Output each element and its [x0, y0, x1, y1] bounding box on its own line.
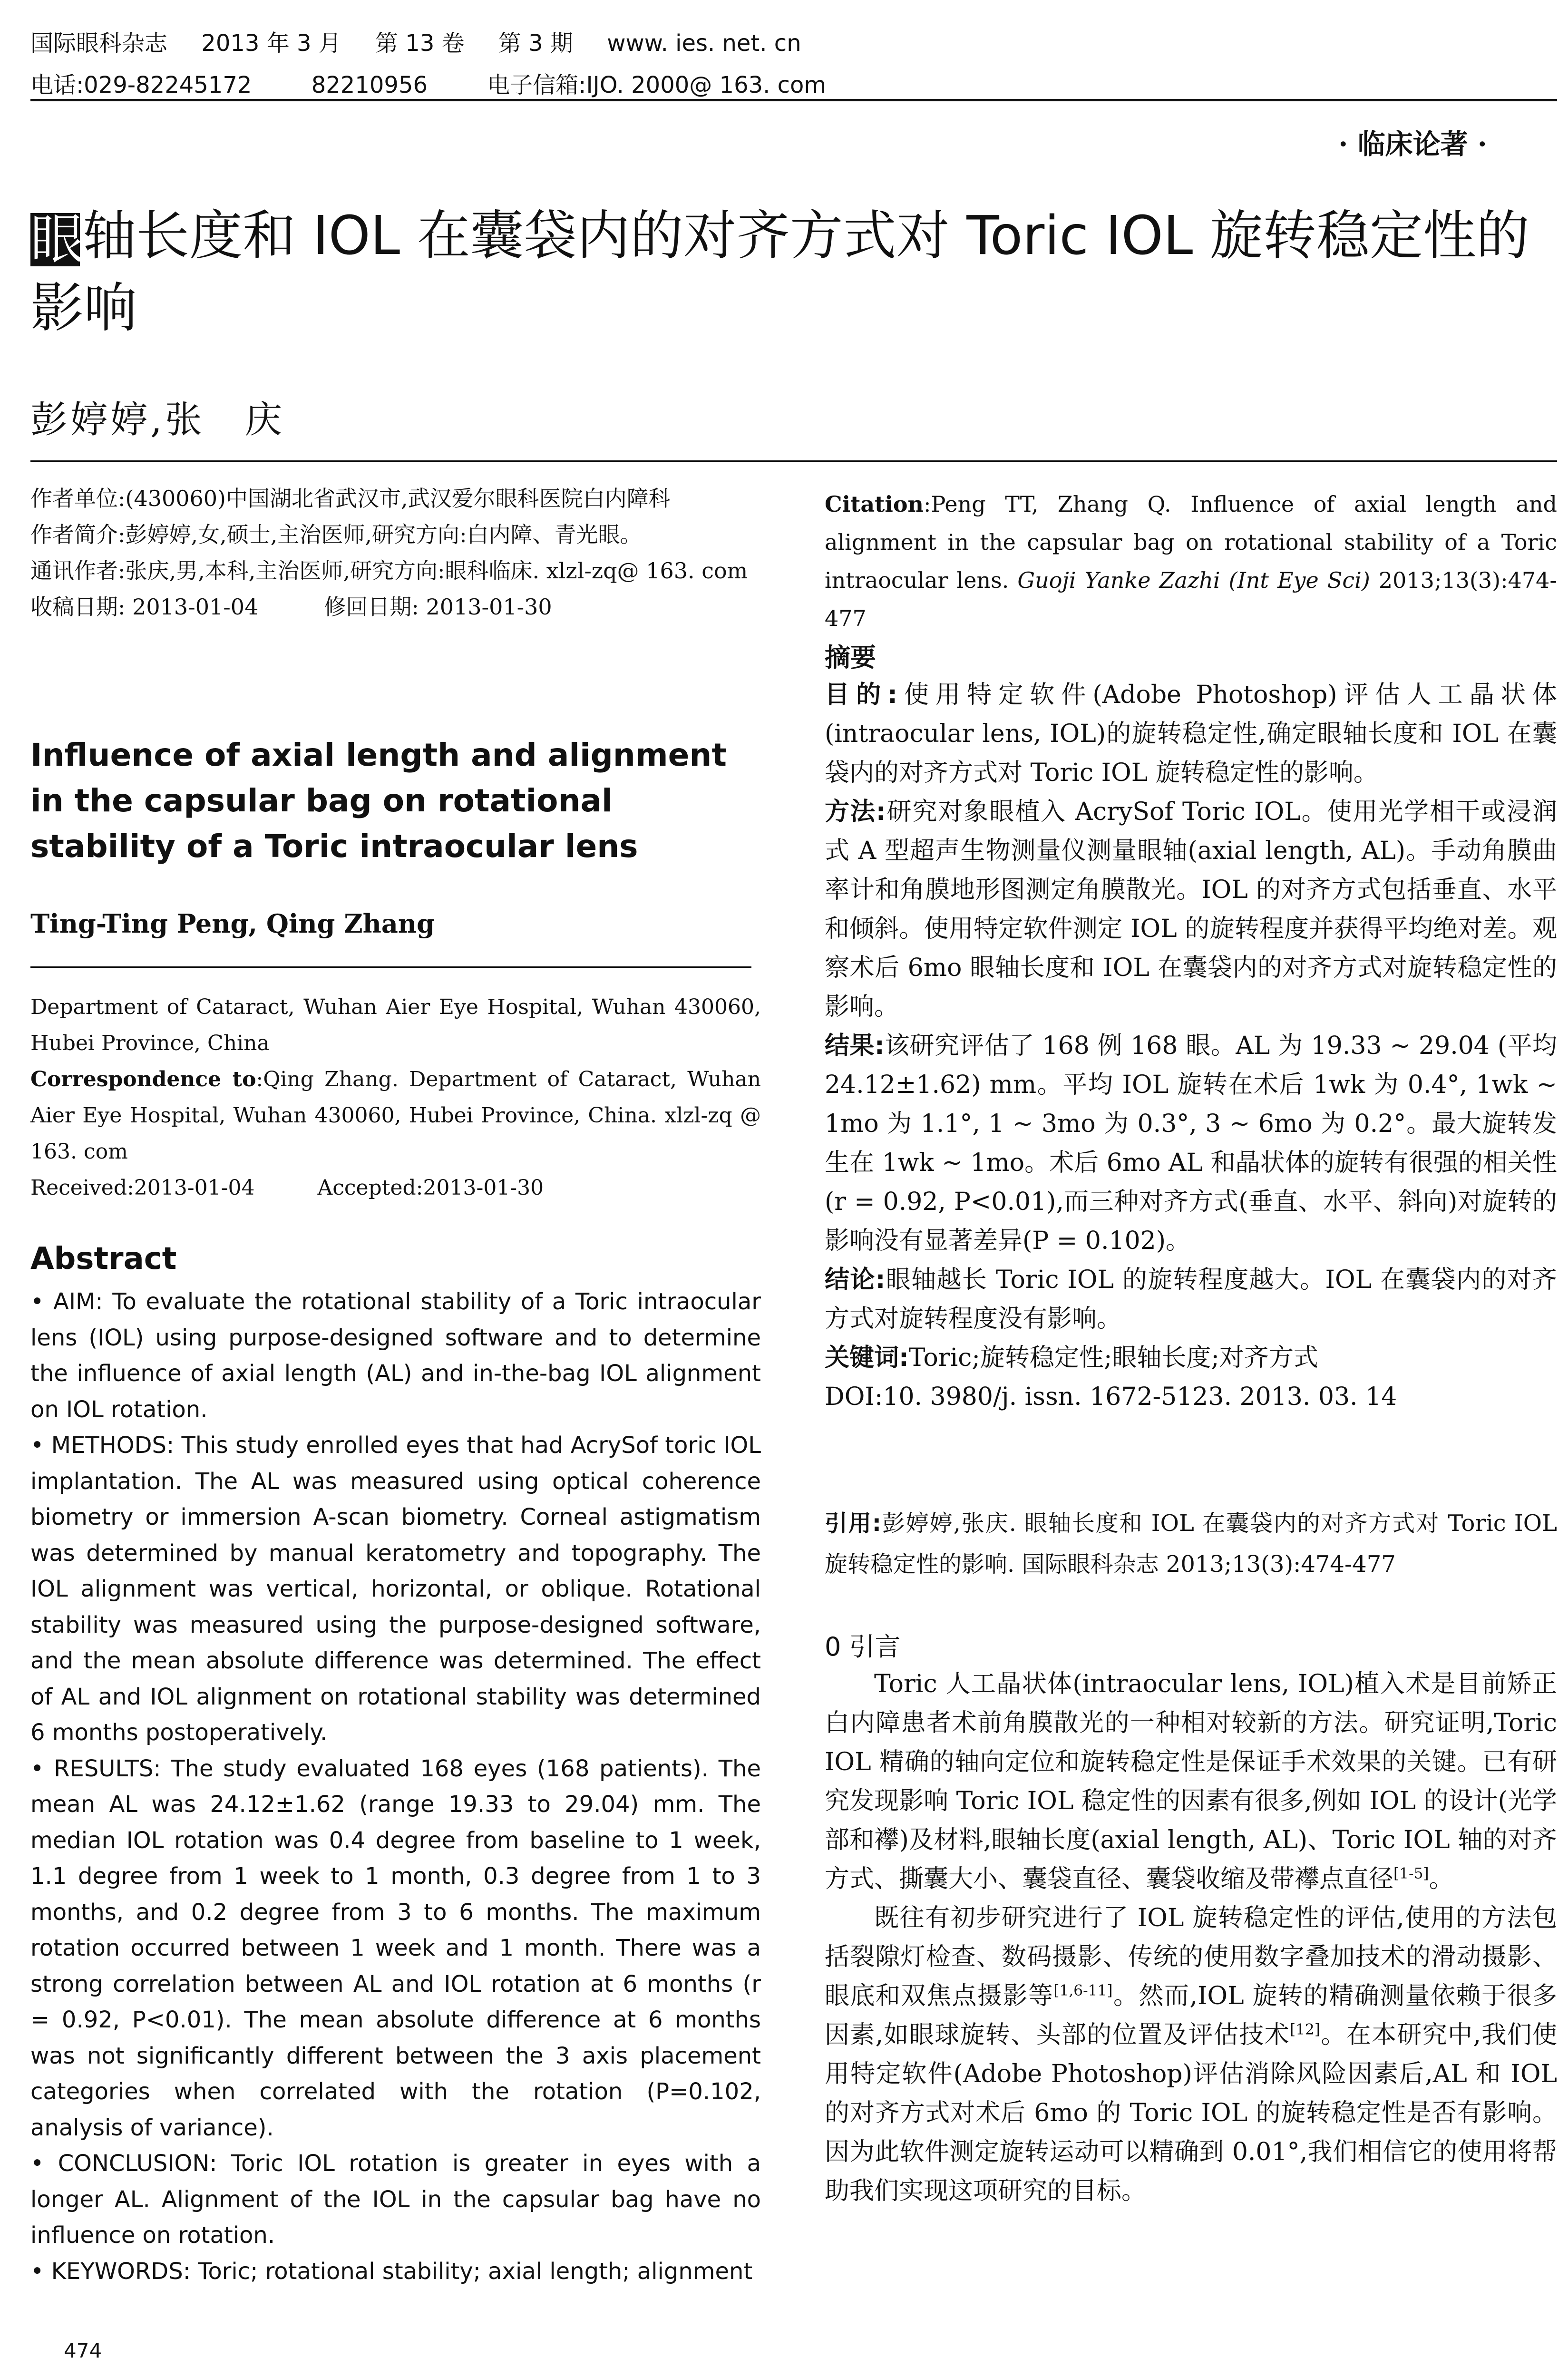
cn-results-label: 结果:: [825, 1032, 885, 1060]
title-text: 轴长度和 IOL 在囊袋内的对齐方式对 Toric IOL 旋转稳定性的影响: [30, 205, 1529, 339]
intro-p2-text: 既往有初步研究进行了 IOL 旋转稳定性的评估,使用的方法包括裂隙灯检查、数码摄影、传统的使用数字叠加技术的滑动摄影、眼底和双焦点摄影等: [825, 1904, 1557, 2010]
abstract-body: [30, 1284, 761, 2289]
cn-abstract-keywords: [825, 1338, 1557, 1377]
reference: [1,6-11]: [1053, 1982, 1113, 1999]
section-label: · 临床论著 ·: [1338, 128, 1487, 160]
cn-keywords-label: 关键词:: [825, 1344, 909, 1372]
abstract-heading: Abstract: [30, 1241, 177, 1276]
cn-abstract-aim: [825, 675, 1557, 792]
correspondence-label: Correspondence to: [30, 1067, 256, 1091]
cn-abstract-heading: 摘要: [825, 643, 876, 672]
left-rule: [30, 966, 751, 968]
page-number: 474: [64, 2339, 102, 2362]
introduction: [825, 1665, 1557, 2211]
department: Department of Cataract, Wuhan Aier Eye Hospital, Wuhan 430060, Hubei Province, China: [30, 995, 761, 1055]
doi: DOI:10. 3980/j. issn. 1672-5123. 2013. 03. 14: [825, 1383, 1397, 1411]
intro-p2-mid: 。然而,IOL 旋转的精确测量依赖于很多因素,如眼球旋转、头部的位置及评估技术: [825, 1982, 1557, 2049]
cn-citation-label: 引用:: [825, 1510, 882, 1537]
correspondence: [30, 1062, 761, 1170]
cn-keywords-text: Toric;旋转稳定性;眼轴长度;对齐方式: [908, 1344, 1318, 1372]
abstract-keywords: • KEYWORDS: Toric; rotational stability; axial length; alignment: [30, 2258, 753, 2285]
citation-text: :Peng TT, Zhang Q. Influence of axial length and alignment in the capsular bag on rotational stability of a Toric intraocular lens.: [825, 491, 1557, 593]
abstract-conclusion: • CONCLUSION: Toric IOL rotation is greater in eyes with a longer AL. Alignment of the IOL in the capsular bag have no influence on rotation.: [30, 2150, 761, 2249]
english-title: Influence of axial length and alignment in the capsular bag on rotational stability of a Toric intraocular lens: [30, 737, 727, 865]
issue-date: 2013 年 3 月: [201, 30, 341, 57]
cn-abstract-conclusion: [825, 1260, 1557, 1338]
cn-conclusion-text: 眼轴越长 Toric IOL 的旋转程度越大。IOL 在囊袋内的对齐方式对旋转程度没有影响。: [825, 1266, 1558, 1333]
phone-2: 82210956: [311, 72, 428, 98]
abstract-methods: • METHODS: This study enrolled eyes that had AcrySof toric IOL implantation. The AL was measured using optical coherence biometry or immersion A-scan biometry. Corneal astigmatism was determined by manual keratometry and topography. The IOL alignment was vertical, horizontal, or oblique. Rotational stability was measured using the purpose-designed software, and the mean absolute difference was determined. The effect of AL and IOL alignment on rotational stability was determined 6 months postoperatively.: [30, 1432, 761, 1746]
volume: 第 13 卷: [375, 30, 465, 57]
intro-paragraph-2: [825, 1899, 1557, 2211]
correspondence-text: :Qing Zhang. Department of Cataract, Wuhan Aier Eye Hospital, Wuhan 430060, Hubei Province, China. xlzl-zq @ 163. com: [30, 1067, 761, 1164]
received-accepted: Received:2013-01-04 Accepted:2013-01-30: [30, 1176, 544, 1200]
author-bio: 作者简介:彭婷婷,女,硕士,主治医师,研究方向:白内障、青光眼。: [30, 522, 642, 547]
intro-p2-end: 。在本研究中,我们使用特定软件(Adobe Photoshop)评估消除风险因素后,AL 和 IOL 的对齐方式对术后 6mo 的 Toric IOL 的旋转稳定性是否有影响。因为此软件测定旋转运动可以精确到 0.01°,我们相信它的使用将帮助我们实现这项研究的目标。: [825, 2021, 1558, 2205]
english-affiliation: [30, 989, 761, 1206]
journal-name: 国际眼科杂志: [30, 30, 168, 57]
cn-aim-label: 目的:: [825, 681, 897, 709]
citation-journal: Guoji Yanke Zazhi (Int Eye Sci): [1017, 567, 1370, 593]
journal-header-line1: [30, 25, 828, 58]
cn-results-text: 该研究评估了 168 例 168 眼。AL 为 19.33 ~ 29.04 (平均 24.12±1.62) mm。平均 IOL 旋转在术后 1wk 为 0.4°, 1wk ~ 1mo 为 1.1°, 1 ~ 3mo 为 0.3°, 3 ~ 6mo 为 0.2°。最大旋转发生在 1wk ~ 1mo。术后 6mo AL 和晶状体的旋转有很强的相关性(r = 0.92, P<0.01),而三种对齐方式(垂直、水平、斜向)对旋转的影响没有显著差异(P = 0.102)。: [825, 1032, 1557, 1255]
journal-header-line2: [30, 67, 878, 99]
intro-p1-text: Toric 人工晶状体(intraocular lens, IOL)植入术是目前矫正白内障患者术前角膜散光的一种相对较新的方法。研究证明,Toric IOL 精确的轴向定位和旋转稳定性是保证手术效果的关键。已有研究发现影响 Toric IOL 稳定性的因素有很多,例如 IOL 的设计(光学部和襻)及材料,眼轴长度(axial length, AL)、Toric IOL 轴的对齐方式、撕囊大小、囊袋直径、囊袋收缩及带襻点直径: [825, 1670, 1557, 1893]
title-rule: [30, 460, 1557, 462]
cn-methods-label: 方法:: [825, 798, 886, 826]
cn-conclusion-label: 结论:: [825, 1266, 886, 1294]
intro-heading: 0 引言: [825, 1632, 901, 1662]
intro-paragraph-1: [825, 1665, 1557, 1899]
cn-abstract: [825, 675, 1557, 1416]
intro-p1-end: 。: [1429, 1865, 1454, 1893]
citation: [825, 485, 1557, 637]
cn-abstract-methods: [825, 792, 1557, 1026]
author-affiliation: 作者单位:(430060)中国湖北省武汉市,武汉爱尔眼科医院白内障科: [30, 486, 671, 511]
issue-number: 第 3 期: [498, 30, 573, 57]
cn-aim-text: 使用特定软件(Adobe Photoshop)评估人工晶状体(intraocular lens, IOL)的旋转稳定性,确定眼轴长度和 IOL 在囊袋内的对齐方式对 Toric IOL 旋转稳定性的影响。: [825, 681, 1557, 787]
cn-citation: [825, 1503, 1557, 1585]
cn-citation-text: 彭婷婷,张庆. 眼轴长度和 IOL 在囊袋内的对齐方式对 Toric IOL 旋转稳定性的影响. 国际眼科杂志 2013;13(3):474-477: [825, 1510, 1557, 1578]
phone: 电话:029-82245172: [30, 72, 252, 98]
abstract-aim: • AIM: To evaluate the rotational stability of a Toric intraocular lens (IOL) using purpose-designed software and to determine the influence of axial length (AL) and in-the-bag IOL alignment on IOL rotation.: [30, 1288, 761, 1423]
corresponding-author: 通讯作者:张庆,男,本科,主治医师,研究方向:眼科临床. xlzl-zq@ 163. com: [30, 558, 748, 584]
author-info: [30, 480, 761, 625]
abstract-results: • RESULTS: The study evaluated 168 eyes (168 patients). The mean AL was 24.12±1.62 (range 19.33 to 29.04) mm. The median IOL rotation was 0.4 degree from baseline to 1 week, 1.1 degree from 1 week to 1 month, 0.3 degree from 1 to 3 months, and 0.2 degree from 3 to 6 months. The maximum rotation occurred between 1 week and 1 month. There was a strong correlation between AL and IOL rotation at 6 months (r = 0.92, P<0.01). The mean absolute difference at 6 months was not significantly different between the 3 axis placement categories when correlated with the rotation (P=0.102, analysis of variance).: [30, 1755, 761, 2141]
english-authors: Ting-Ting Peng, Qing Zhang: [30, 908, 435, 939]
cn-methods-text: 研究对象眼植入 AcrySof Toric IOL。使用光学相干或浸润式 A 型超声生物测量仪测量眼轴(axial length, AL)。手动角膜曲率计和角膜地形图测定角膜散光。IOL 的对齐方式包括垂直、水平和倾斜。使用特定软件测定 IOL 的旋转程度并获得平均绝对差。观察术后 6mo 眼轴长度和 IOL 在囊袋内的对齐方式对旋转稳定性的影响。: [825, 798, 1558, 1021]
email: 电子信箱:IJO. 2000@ 163. com: [487, 72, 827, 98]
cn-abstract-results: [825, 1026, 1557, 1260]
dates: 收稿日期: 2013-01-04 修回日期: 2013-01-30: [30, 594, 552, 620]
citation-volume: 2013;13(3):474-477: [825, 567, 1557, 631]
article-title: [30, 200, 1562, 344]
title-first-char: 眼: [30, 209, 84, 271]
website: www. ies. net. cn: [607, 30, 801, 57]
header-rule: [30, 99, 1557, 101]
citation-label: Citation: [825, 491, 924, 517]
reference: [1-5]: [1393, 1865, 1429, 1882]
reference: [12]: [1290, 2021, 1321, 2038]
authors-cn: 彭婷婷,张 庆: [30, 399, 285, 441]
